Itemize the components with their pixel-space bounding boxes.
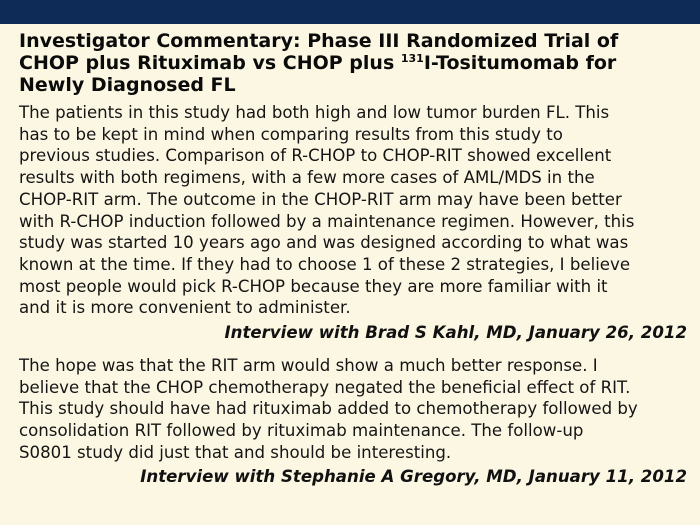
title-line-1: Investigator Commentary: Phase III Randomized Trial of <box>19 30 619 52</box>
text-line: study was started 10 years ago and was designed according to what was <box>19 233 629 253</box>
top-banner <box>0 0 700 24</box>
text-line: The hope was that the RIT arm would show a much better response. I <box>19 356 598 376</box>
slide-content <box>19 30 687 487</box>
text-line: and it is more convenient to administer. <box>19 298 351 318</box>
text-line: has to be kept in mind when comparing results from this study to <box>19 124 563 144</box>
slide-title <box>19 30 687 96</box>
title-line-3: Newly Diagnosed FL <box>19 74 236 96</box>
text-line: most people would pick R-CHOP because they are more familiar with it <box>19 276 608 296</box>
text-line: known at the time. If they had to choose 1 of these 2 strategies, I believe <box>19 254 631 274</box>
text-line: This study should have had rituximab added to chemotherapy followed by <box>19 399 638 419</box>
title-line-2-end: I-Tositumomab for <box>423 52 617 74</box>
text-line: results with both regimens, with a few more cases of AML/MDS in the <box>19 168 595 188</box>
text-line: CHOP-RIT arm. The outcome in the CHOP-RIT arm may have been better <box>19 189 622 209</box>
text-line: believe that the CHOP chemotherapy negated the beneficial effect of RIT. <box>19 377 631 397</box>
commentary-paragraph-kahl <box>19 102 687 319</box>
text-line: previous studies. Comparison of R-CHOP to CHOP-RIT showed excellent <box>19 146 612 166</box>
attribution-gregory: Interview with Stephanie A Gregory, MD, January 11, 2012 <box>140 466 687 486</box>
title-line-2-start: CHOP plus Rituximab vs CHOP plus <box>19 52 401 74</box>
text-line: The patients in this study had both high and low tumor burden FL. This <box>19 103 610 122</box>
text-line: S0801 study did just that and should be interesting. <box>19 442 452 462</box>
isotope-superscript: 131 <box>400 52 424 65</box>
commentary-paragraph-gregory <box>19 355 687 464</box>
text-line: with R-CHOP induction followed by a maintenance regimen. However, this <box>19 211 635 231</box>
attribution-kahl: Interview with Brad S Kahl, MD, January 26, 2012 <box>224 323 687 343</box>
text-line: consolidation RIT followed by rituximab maintenance. The follow-up <box>19 421 584 441</box>
